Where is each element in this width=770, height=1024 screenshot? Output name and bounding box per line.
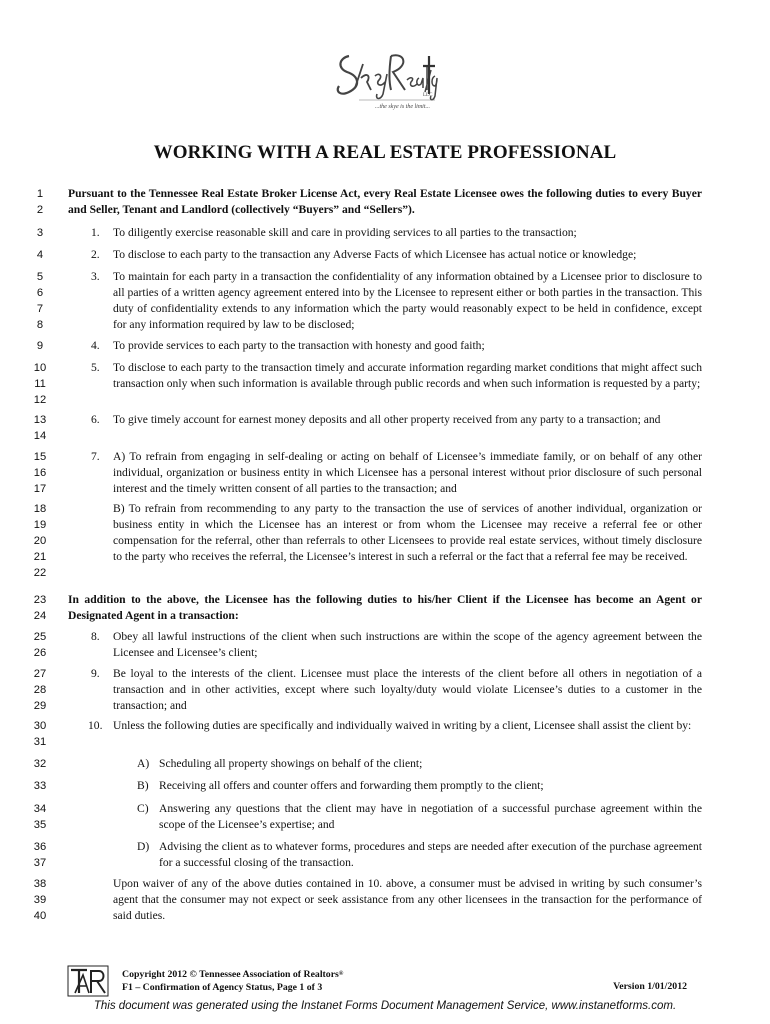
line-number: 24 — [33, 610, 47, 622]
footer-form-line: F1 – Confirmation of Agency Status, Page 1 of 3 — [122, 982, 323, 993]
paragraph-text: A) To refrain from engaging in self-dealing or acting on behalf of Licensee’s immediate family, or on behalf of any other individual, organization or business entity in which Licensee has a personal interest without prior disclosure of such personal interest and the timely written consent of all parties to the transaction; and — [113, 450, 702, 495]
line-number: 12 — [33, 394, 47, 406]
item-label: B) — [137, 779, 149, 792]
paragraph-text: B) To refrain from recommending to any party to the transaction the use of services of another individual, organization or business entity in which the Licensee has an interest or from whom the Licensee may receive a referral fee or other compensation for the referral, other than referrals to other Licensees to provide real estate services, without timely disclosure to the party who receives the referral, the Licensee’s interest in such a referral or the fact that a referral fee may be received. — [113, 502, 702, 563]
item-label: 10. — [88, 719, 103, 732]
item-label: C) — [137, 802, 149, 815]
line-number: 39 — [33, 894, 47, 906]
generated-note: This document was generated using the Instanet Forms Document Management Service, www.instanetforms.com. — [93, 1000, 677, 1012]
line-number: 27 — [33, 668, 47, 680]
line-number: 13 — [33, 414, 47, 426]
line-number: 28 — [33, 684, 47, 696]
paragraph-text: Unless the following duties are specifically and individually waived in writing by a client, Licensee shall assist the client by: — [113, 719, 692, 732]
line-number: 1 — [36, 188, 44, 200]
line-number: 2 — [36, 204, 44, 216]
line-number: 8 — [36, 319, 44, 331]
line-number: 14 — [33, 430, 47, 442]
paragraph-text: To disclose to each party to the transaction any Adverse Facts of which Licensee has actual notice or knowledge; — [113, 248, 637, 261]
line-number: 3 — [36, 227, 44, 239]
line-number: 16 — [33, 467, 47, 479]
footer-copyright: Copyright 2012 © Tennessee Association of Realtors — [122, 969, 339, 980]
line-number: 31 — [33, 736, 47, 748]
paragraph-text: Receiving all offers and counter offers and forwarding them promptly to the client; — [159, 779, 544, 792]
item-label: 2. — [91, 248, 100, 261]
item-label: 1. — [91, 226, 100, 239]
line-number: 36 — [33, 841, 47, 853]
item-label: 7. — [91, 450, 100, 463]
paragraph-text: Obey all lawful instructions of the client when such instructions are within the scope of the agency agreement between the Licensee and Licensee’s client; — [113, 630, 702, 659]
line-number: 35 — [33, 819, 47, 831]
line-number: 21 — [33, 551, 47, 563]
footer-copyright-block — [122, 968, 343, 994]
line-number: 29 — [33, 700, 47, 712]
section-heading: Pursuant to the Tennessee Real Estate Broker License Act, every Real Estate Licensee owes the following duties to every Buyer and Seller, Tenant and Landlord (collectively “Buyers” and “Sellers”). — [68, 187, 702, 216]
line-number: 32 — [33, 758, 47, 770]
item-label: 4. — [91, 339, 100, 352]
item-label: D) — [137, 840, 150, 853]
paragraph-text: To diligently exercise reasonable skill and care in providing services to all parties to the transaction; — [113, 226, 577, 239]
section-heading: In addition to the above, the Licensee has the following duties to his/her Client if the Licensee has become an Agent or Designated Agent in a transaction: — [68, 593, 702, 622]
item-label: 5. — [91, 361, 100, 374]
logo-graphic — [331, 36, 443, 112]
footer-version: Version 1/01/2012 — [613, 981, 687, 992]
line-number: 30 — [33, 720, 47, 732]
paragraph-text: Scheduling all property showings on behalf of the client; — [159, 757, 423, 770]
paragraph-text: To provide services to each party to the transaction with honesty and good faith; — [113, 339, 485, 352]
line-number: 17 — [33, 483, 47, 495]
line-number: 38 — [33, 878, 47, 890]
paragraph-text: Upon waiver of any of the above duties contained in 10. above, a consumer must be advised in writing by such consumer’s agent that the consumer may not expect or seek assistance from any other licensees in the transaction for the performance of said duties. — [113, 877, 702, 922]
line-number: 33 — [33, 780, 47, 792]
paragraph-text: To disclose to each party to the transaction timely and accurate information regarding market conditions that might affect such transaction only when such information is available through public records and when such information is requested by a party; — [113, 361, 702, 390]
line-number: 15 — [33, 451, 47, 463]
registered-mark: ® — [338, 971, 344, 977]
paragraph-text: To give timely account for earnest money deposits and all other property received from any party to a transaction; and — [113, 413, 661, 426]
tar-logo-graphic — [67, 965, 109, 997]
item-label: 3. — [91, 270, 100, 283]
line-number: 37 — [33, 857, 47, 869]
line-number: 22 — [33, 567, 47, 579]
line-number: 26 — [33, 647, 47, 659]
line-number: 20 — [33, 535, 47, 547]
line-number: 19 — [33, 519, 47, 531]
line-number: 6 — [36, 287, 44, 299]
line-number: 18 — [33, 503, 47, 515]
paragraph-text: Advising the client as to whatever forms, procedures and steps are needed after execution of the purchase agreement for a successful closing of the transaction. — [159, 840, 702, 869]
paragraph-text: To maintain for each party in a transaction the confidentiality of any information obtained by a Licensee prior to disclosure to all parties of a written agency agreement entered into by the Licensee to represent either or both parties in the transaction. This duty of confidentiality extends to any information which the party would reasonably expect to be held in confidence, except for any information required by law to be disclosed; — [113, 270, 702, 331]
svg-text:LLC: LLC — [423, 93, 433, 98]
line-number: 40 — [33, 910, 47, 922]
line-number: 4 — [36, 249, 44, 261]
item-label: 8. — [91, 630, 100, 643]
item-label: 6. — [91, 413, 100, 426]
line-number: 9 — [36, 340, 44, 352]
line-number: 5 — [36, 271, 44, 283]
item-label: A) — [137, 757, 150, 770]
line-number: 34 — [33, 803, 47, 815]
paragraph-text: Be loyal to the interests of the client. Licensee must place the interests of the client before all others in negotiation of a transaction and in other activities, except where such loyalty/duty would violate Licensee’s duties to a customer in the transaction; and — [113, 667, 702, 712]
page-title: WORKING WITH A REAL ESTATE PROFESSIONAL — [153, 142, 617, 163]
skyrealty-logo — [331, 36, 443, 112]
line-number: 11 — [34, 378, 46, 390]
tar-logo — [67, 965, 109, 997]
line-number: 10 — [33, 362, 47, 374]
svg-text:...the skye is the limit...: ...the skye is the limit... — [375, 104, 430, 110]
item-label: 9. — [91, 667, 100, 680]
paragraph-text: Answering any questions that the client may have in negotiation of a successful purchase agreement within the scope of the Licensee’s expertise; and — [159, 802, 702, 831]
line-number: 25 — [33, 631, 47, 643]
line-number: 7 — [36, 303, 44, 315]
line-number: 23 — [33, 594, 47, 606]
